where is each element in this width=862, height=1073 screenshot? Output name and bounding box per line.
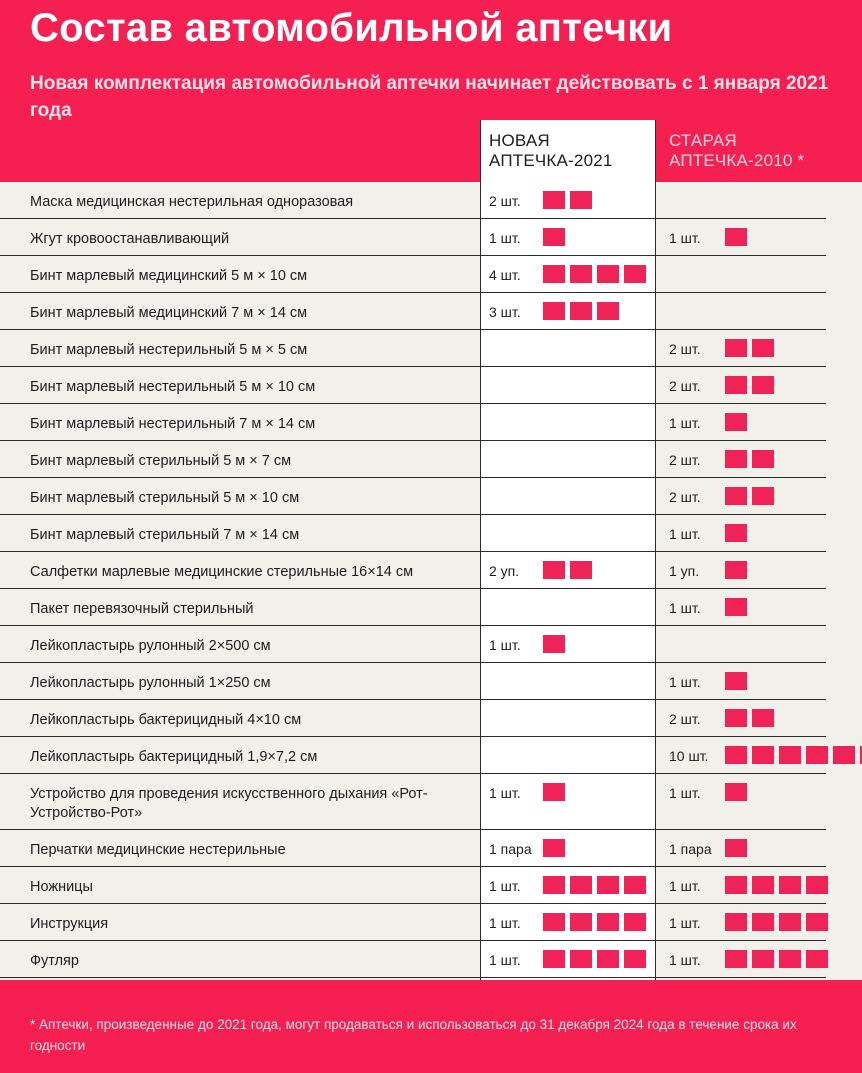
item-name: Бинт марлевый нестерильный 5 м × 10 см bbox=[30, 379, 316, 395]
table-row bbox=[0, 256, 826, 293]
old-kit-quantity: 1 уп. bbox=[669, 563, 700, 579]
unit-square bbox=[725, 228, 747, 246]
unit-square bbox=[779, 876, 801, 894]
new-kit-quantity: 3 шт. bbox=[489, 304, 521, 320]
new-kit-header-line1: НОВАЯ bbox=[489, 131, 550, 150]
unit-square bbox=[806, 950, 828, 968]
unit-square bbox=[725, 524, 747, 542]
old-kit-quantity: 1 шт. bbox=[669, 600, 701, 616]
item-name: Бинт марлевый стерильный 5 м × 7 см bbox=[30, 453, 292, 469]
old-kit-units bbox=[725, 561, 747, 579]
unit-square bbox=[570, 561, 592, 579]
unit-square bbox=[806, 876, 828, 894]
item-name: Ножницы bbox=[30, 879, 93, 895]
unit-square bbox=[833, 746, 855, 764]
new-kit-units bbox=[543, 950, 646, 968]
old-kit-quantity: 2 шт. bbox=[669, 378, 701, 394]
unit-square bbox=[597, 876, 619, 894]
item-name: Лейкопластырь бактерицидный 4×10 см bbox=[30, 712, 302, 728]
unit-square bbox=[752, 876, 774, 894]
unit-square bbox=[570, 950, 592, 968]
old-kit-units bbox=[725, 876, 828, 894]
table-row bbox=[0, 404, 826, 441]
item-name: Лейкопластырь рулонный 1×250 см bbox=[30, 675, 271, 691]
new-kit-units bbox=[543, 302, 619, 320]
unit-square bbox=[624, 913, 646, 931]
page-subtitle: Новая комплектация автомобильной аптечки начинает действовать с 1 января 2021 года bbox=[30, 73, 829, 121]
unit-square bbox=[806, 746, 828, 764]
old-kit-units bbox=[725, 413, 747, 431]
items-table bbox=[0, 182, 862, 978]
old-kit-quantity: 1 шт. bbox=[669, 878, 701, 894]
unit-square bbox=[779, 746, 801, 764]
table-row bbox=[0, 182, 826, 219]
table-row bbox=[0, 626, 826, 663]
item-name: Пакет перевязочный стерильный bbox=[30, 601, 254, 617]
old-kit-units bbox=[725, 950, 828, 968]
old-kit-units bbox=[725, 524, 747, 542]
old-kit-quantity: 1 шт. bbox=[669, 526, 701, 542]
new-kit-units bbox=[543, 265, 646, 283]
item-name: Бинт марлевый медицинский 7 м × 14 см bbox=[30, 305, 308, 321]
new-kit-quantity: 2 шт. bbox=[489, 193, 521, 209]
page-title: Состав автомобильной аптечки bbox=[30, 6, 673, 50]
unit-square bbox=[725, 339, 747, 357]
old-kit-units bbox=[725, 598, 747, 616]
unit-square bbox=[725, 413, 747, 431]
unit-square bbox=[725, 672, 747, 690]
unit-square bbox=[725, 487, 747, 505]
new-kit-quantity: 1 шт. bbox=[489, 915, 521, 931]
old-kit-quantity: 1 шт. bbox=[669, 230, 701, 246]
unit-square bbox=[543, 839, 565, 857]
old-kit-units bbox=[725, 487, 774, 505]
unit-square bbox=[543, 191, 565, 209]
table-row bbox=[0, 478, 826, 515]
unit-square bbox=[543, 635, 565, 653]
table-row bbox=[0, 293, 826, 330]
unit-square bbox=[752, 746, 774, 764]
new-kit-quantity: 1 шт. bbox=[489, 785, 521, 801]
table-row bbox=[0, 867, 826, 904]
unit-square bbox=[624, 265, 646, 283]
new-kit-units bbox=[543, 635, 565, 653]
table-row bbox=[0, 830, 826, 867]
new-kit-quantity: 4 шт. bbox=[489, 267, 521, 283]
old-kit-units bbox=[725, 709, 774, 727]
unit-square bbox=[725, 376, 747, 394]
table-row bbox=[0, 737, 826, 774]
unit-square bbox=[725, 950, 747, 968]
item-name: Инструкция bbox=[30, 916, 109, 932]
old-kit-quantity: 1 шт. bbox=[669, 952, 701, 968]
unit-square bbox=[725, 598, 747, 616]
unit-square bbox=[752, 339, 774, 357]
unit-square bbox=[725, 913, 747, 931]
item-name: Салфетки марлевые медицинские стерильные 16×14 см bbox=[30, 564, 414, 580]
item-name: Бинт марлевый стерильный 5 м × 10 см bbox=[30, 490, 300, 506]
unit-square bbox=[543, 913, 565, 931]
new-kit-units bbox=[543, 913, 646, 931]
old-kit-units bbox=[725, 228, 747, 246]
unit-square bbox=[752, 450, 774, 468]
unit-square bbox=[543, 950, 565, 968]
old-kit-quantity: 10 шт. bbox=[669, 748, 709, 764]
new-kit-column-header bbox=[489, 131, 613, 171]
new-kit-quantity: 2 уп. bbox=[489, 563, 520, 579]
table-row bbox=[0, 219, 826, 256]
unit-square bbox=[779, 913, 801, 931]
unit-square bbox=[752, 913, 774, 931]
new-kit-units bbox=[543, 191, 592, 209]
unit-square bbox=[543, 302, 565, 320]
footnote: * Аптечки, произведенные до 2021 года, могут продаваться и использоваться до 31 декабря 2024 года в течение срока их годности bbox=[30, 1017, 797, 1053]
new-kit-quantity: 1 шт. bbox=[489, 637, 521, 653]
table-row bbox=[0, 774, 826, 830]
old-kit-header-line2: АПТЕЧКА-2010 * bbox=[669, 151, 805, 170]
old-kit-units bbox=[725, 839, 747, 857]
table-row bbox=[0, 367, 826, 404]
item-name: Бинт марлевый нестерильный 5 м × 5 см bbox=[30, 342, 308, 358]
new-kit-quantity: 1 шт. bbox=[489, 878, 521, 894]
old-kit-quantity: 1 шт. bbox=[669, 915, 701, 931]
old-kit-column-header bbox=[669, 131, 804, 171]
new-kit-units bbox=[543, 783, 565, 801]
old-kit-quantity: 1 пара bbox=[669, 841, 712, 857]
new-kit-quantity: 1 пара bbox=[489, 841, 532, 857]
new-kit-units bbox=[543, 876, 646, 894]
item-name: Маска медицинская нестерильная одноразовая bbox=[30, 194, 354, 210]
table-row bbox=[0, 589, 826, 626]
unit-square bbox=[597, 950, 619, 968]
item-name: Перчатки медицинские нестерильные bbox=[30, 842, 286, 858]
table-row bbox=[0, 552, 826, 589]
new-kit-units bbox=[543, 839, 565, 857]
unit-square bbox=[779, 950, 801, 968]
new-kit-header-line2: АПТЕЧКА-2021 bbox=[489, 151, 613, 170]
old-kit-quantity: 2 шт. bbox=[669, 489, 701, 505]
item-name: Бинт марлевый медицинский 5 м × 10 см bbox=[30, 268, 308, 284]
unit-square bbox=[543, 876, 565, 894]
unit-square bbox=[725, 839, 747, 857]
unit-square bbox=[725, 709, 747, 727]
old-kit-quantity: 2 шт. bbox=[669, 452, 701, 468]
table-row bbox=[0, 700, 826, 737]
item-name: Устройство для проведения искусственного дыхания «Рот-Устройство-Рот» bbox=[30, 786, 428, 821]
unit-square bbox=[543, 228, 565, 246]
unit-square bbox=[725, 783, 747, 801]
table-row bbox=[0, 941, 826, 978]
unit-square bbox=[570, 913, 592, 931]
unit-square bbox=[543, 561, 565, 579]
item-name: Лейкопластырь рулонный 2×500 см bbox=[30, 638, 271, 654]
item-name: Бинт марлевый стерильный 7 м × 14 см bbox=[30, 527, 300, 543]
unit-square bbox=[752, 950, 774, 968]
unit-square bbox=[543, 265, 565, 283]
unit-square bbox=[624, 876, 646, 894]
table-row bbox=[0, 330, 826, 367]
item-name: Футляр bbox=[30, 953, 79, 969]
unit-square bbox=[752, 487, 774, 505]
unit-square bbox=[725, 876, 747, 894]
old-kit-quantity: 1 шт. bbox=[669, 415, 701, 431]
old-kit-quantity: 2 шт. bbox=[669, 711, 701, 727]
unit-square bbox=[752, 376, 774, 394]
old-kit-quantity: 2 шт. bbox=[669, 341, 701, 357]
item-name: Лейкопластырь бактерицидный 1,9×7,2 см bbox=[30, 749, 318, 765]
unit-square bbox=[725, 450, 747, 468]
table-row bbox=[0, 515, 826, 552]
table-row bbox=[0, 441, 826, 478]
new-kit-quantity: 1 шт. bbox=[489, 952, 521, 968]
unit-square bbox=[725, 561, 747, 579]
old-kit-quantity: 1 шт. bbox=[669, 674, 701, 690]
unit-square bbox=[570, 876, 592, 894]
item-name: Бинт марлевый нестерильный 7 м × 14 см bbox=[30, 416, 316, 432]
old-kit-header-line1: СТАРАЯ bbox=[669, 131, 737, 150]
new-kit-quantity: 1 шт. bbox=[489, 230, 521, 246]
item-name: Жгут кровоостанавливающий bbox=[30, 231, 230, 247]
table-row bbox=[0, 663, 826, 700]
unit-square bbox=[806, 913, 828, 931]
unit-square bbox=[624, 950, 646, 968]
unit-square bbox=[570, 265, 592, 283]
new-kit-units bbox=[543, 561, 592, 579]
old-kit-units bbox=[725, 913, 828, 931]
unit-square bbox=[725, 746, 747, 764]
old-kit-units bbox=[725, 783, 747, 801]
unit-square bbox=[597, 265, 619, 283]
old-kit-units bbox=[725, 672, 747, 690]
unit-square bbox=[752, 709, 774, 727]
unit-square bbox=[570, 191, 592, 209]
old-kit-units bbox=[725, 450, 774, 468]
old-kit-quantity: 1 шт. bbox=[669, 785, 701, 801]
unit-square bbox=[597, 913, 619, 931]
footer-banner bbox=[0, 980, 862, 1073]
old-kit-units bbox=[725, 339, 774, 357]
table-row bbox=[0, 904, 826, 941]
old-kit-units bbox=[725, 376, 774, 394]
new-kit-units bbox=[543, 228, 565, 246]
unit-square bbox=[597, 302, 619, 320]
unit-square bbox=[543, 783, 565, 801]
unit-square bbox=[570, 302, 592, 320]
old-kit-units bbox=[725, 746, 862, 764]
